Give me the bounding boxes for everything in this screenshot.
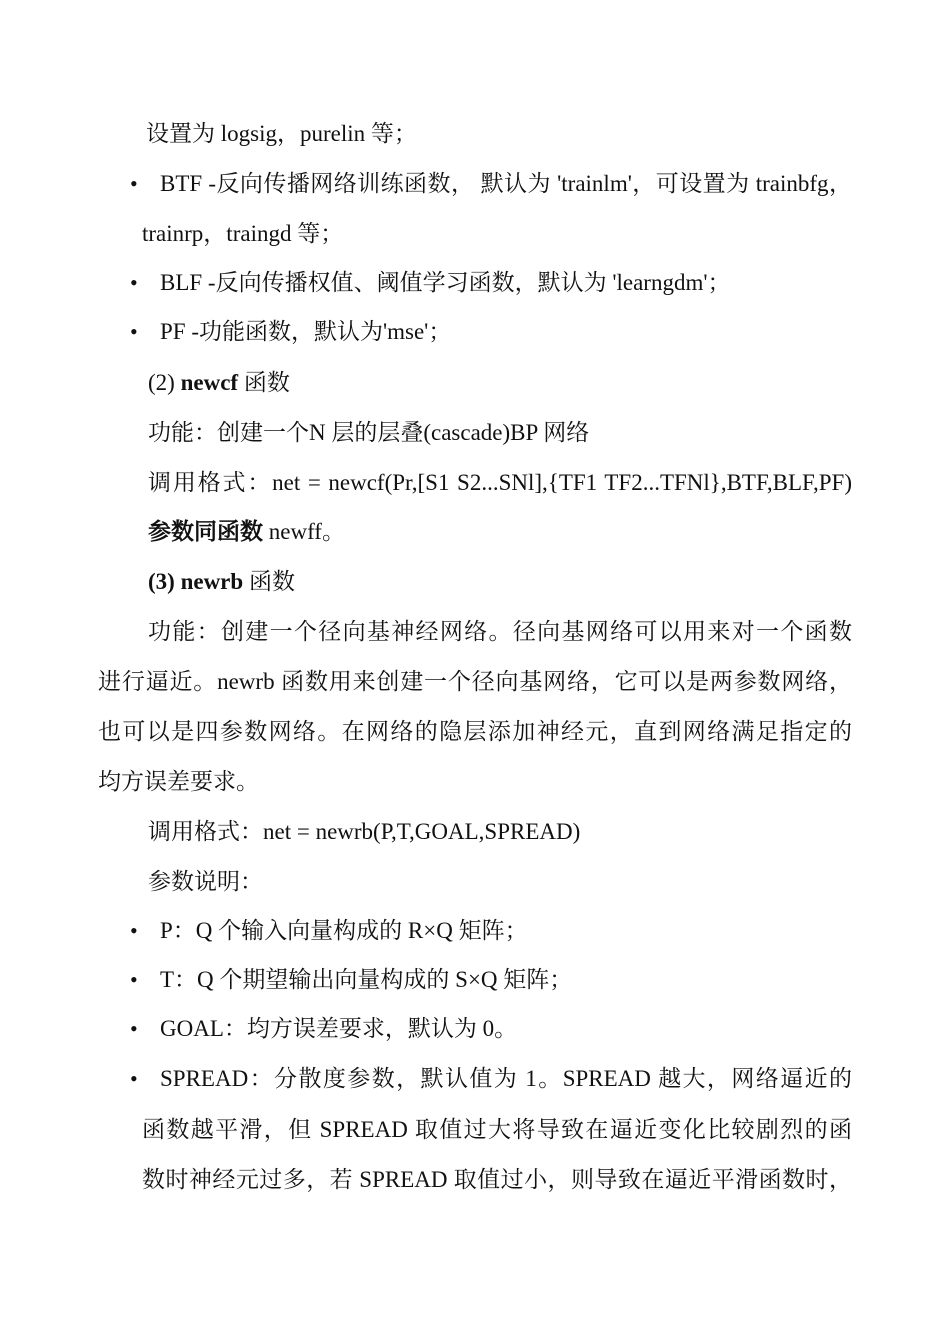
text-line: 功能：创建一个N 层的层叠(cascade)BP 网络 <box>148 420 590 445</box>
heading-function-name: newcf <box>180 370 239 395</box>
text-line: 调用格式：net = newrb(P,T,GOAL,SPREAD) <box>148 819 581 844</box>
text-line: 函数越平滑，但 SPREAD 取值过大将导致在逼近变化比较剧烈的函 <box>142 1117 852 1142</box>
text-line: trainrp，traingd 等； <box>142 221 344 246</box>
text-line: 设置为 logsig，purelin 等； <box>146 121 417 146</box>
bullet-icon: • <box>130 171 138 196</box>
heading-number: (2) <box>148 370 181 395</box>
text-line: GOAL：均方误差要求，默认为 0。 <box>160 1016 518 1041</box>
text-line: 数时神经元过多，若 SPREAD 取值过小，则导致在逼近平滑函数时， <box>142 1167 852 1192</box>
bullet-icon: • <box>130 1066 138 1091</box>
paragraph-line: 进行逼近。newrb 函数用来创建一个径向基网络，它可以是两参数网络， <box>98 669 852 694</box>
text-line: T：Q 个期望输出向量构成的 S×Q 矩阵； <box>160 967 573 992</box>
heading-suffix: 函数 <box>243 569 295 594</box>
bullet-icon: • <box>130 967 138 992</box>
paragraph-line: 均方误差要求。 <box>98 769 259 794</box>
heading-suffix: 函数 <box>238 370 290 395</box>
text-line: 调用格式：net = newcf(Pr,[S1 S2...SNl],{TF1 TF2...TFNl},BTF,BLF,PF) <box>148 470 852 495</box>
text-line: PF -功能函数，默认为'mse'； <box>160 319 452 344</box>
bullet-icon: • <box>130 1016 138 1041</box>
bullet-icon: • <box>130 918 138 943</box>
plain-phrase: newff。 <box>263 519 345 544</box>
text-line: P：Q 个输入向量构成的 R×Q 矩阵； <box>160 918 528 943</box>
bullet-icon: • <box>130 270 138 295</box>
text-line: BTF -反向传播网络训练函数， 默认为 'trainlm'，可设置为 trainbfg， <box>160 171 852 196</box>
text-line: BLF -反向传播权值、阈值学习函数，默认为 'learngdm'； <box>160 270 731 295</box>
bold-phrase: 参数同函数 <box>148 519 263 544</box>
text-line: SPREAD：分散度参数，默认值为 1。SPREAD 越大，网络逼近的 <box>160 1066 852 1091</box>
heading-function-name: (3) newrb <box>148 569 244 594</box>
text-line <box>148 516 345 548</box>
section-heading <box>148 367 290 399</box>
paragraph-line: 功能：创建一个径向基神经网络。径向基网络可以用来对一个函数 <box>148 619 852 644</box>
paragraph-line: 也可以是四参数网络。在网络的隐层添加神经元，直到网络满足指定的 <box>98 719 852 744</box>
text-line: 参数说明： <box>148 869 263 894</box>
bullet-icon: • <box>130 319 138 344</box>
section-heading <box>148 566 295 598</box>
